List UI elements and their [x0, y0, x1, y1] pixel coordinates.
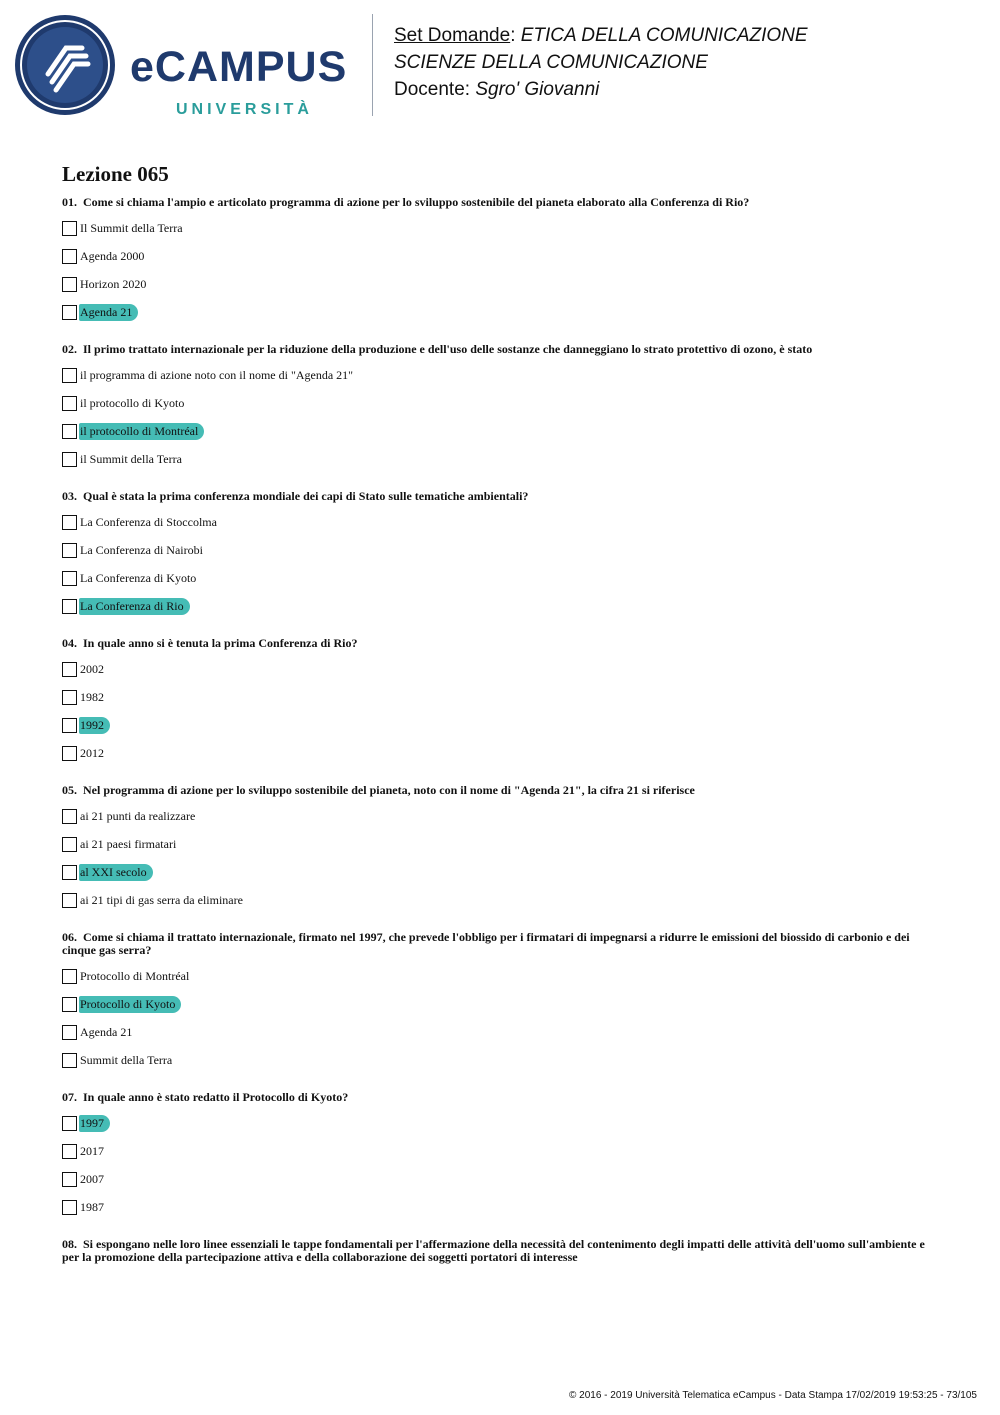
question-number: 02.: [62, 342, 77, 356]
document-meta: [394, 22, 808, 103]
answer-option[interactable]: [62, 660, 942, 678]
checkbox[interactable]: [62, 452, 77, 467]
answer-option[interactable]: [62, 716, 942, 734]
question-number: 04.: [62, 636, 77, 650]
answer-option[interactable]: [62, 513, 942, 531]
question-label: Nel programma di azione per lo sviluppo sostenibile del pianeta, noto con il nome di "Agenda 21", la cifra 21 si riferisce: [83, 783, 695, 797]
question-label: Come si chiama l'ampio e articolato programma di azione per lo sviluppo sostenibile del pianeta elaborato alla Conferenza di Rio?: [83, 195, 750, 209]
answer-option[interactable]: [62, 303, 942, 321]
correct-answer-label: il protocollo di Montréal: [79, 423, 204, 440]
question-item: [62, 1091, 942, 1216]
checkbox[interactable]: [62, 1053, 77, 1068]
checkbox[interactable]: [62, 277, 77, 292]
answer-label: Agenda 21: [80, 1024, 133, 1039]
correct-answer-label: La Conferenza di Rio: [79, 598, 190, 615]
correct-answer-label: 1992: [79, 717, 110, 734]
answer-option[interactable]: [62, 541, 942, 559]
checkbox[interactable]: [62, 543, 77, 558]
answer-label: 1987: [80, 1199, 104, 1214]
lesson-title: Lezione 065: [62, 162, 169, 186]
brand-name: eCAMPUS: [130, 43, 348, 91]
answer-option[interactable]: [62, 219, 942, 237]
answer-label: La Conferenza di Stoccolma: [80, 514, 217, 529]
checkbox[interactable]: [62, 249, 77, 264]
checkbox[interactable]: [62, 571, 77, 586]
question-item: [62, 196, 942, 321]
answer-option[interactable]: [62, 744, 942, 762]
set-line: [394, 22, 808, 49]
answer-option[interactable]: [62, 995, 942, 1013]
checkbox[interactable]: [62, 599, 77, 614]
correct-answer-label: Agenda 21: [79, 304, 138, 321]
checkbox[interactable]: [62, 368, 77, 383]
header-divider: [372, 14, 373, 116]
teacher-label: Docente:: [394, 79, 476, 100]
course-line: [394, 49, 808, 76]
question-item: [62, 637, 942, 762]
checkbox[interactable]: [62, 718, 77, 733]
checkbox[interactable]: [62, 746, 77, 761]
question-text: [62, 637, 942, 650]
answer-option[interactable]: [62, 1198, 942, 1216]
question-number: 08.: [62, 1237, 77, 1251]
answer-option[interactable]: [62, 835, 942, 853]
answer-option[interactable]: [62, 366, 942, 384]
question-text: [62, 196, 942, 209]
answer-option[interactable]: [62, 1142, 942, 1160]
question-text: [62, 1091, 942, 1104]
question-number: 07.: [62, 1090, 77, 1104]
subject-name: ETICA DELLA COMUNICAZIONE: [520, 25, 808, 46]
answer-label: 2017: [80, 1143, 104, 1158]
answer-option[interactable]: [62, 688, 942, 706]
answer-label: Agenda 2000: [80, 248, 145, 263]
correct-answer-label: Protocollo di Kyoto: [79, 996, 181, 1013]
answer-label: Protocollo di Montréal: [80, 968, 190, 983]
question-item: [62, 784, 942, 909]
correct-answer-label: al XXI secolo: [79, 864, 153, 881]
question-label: Si espongano nelle loro linee essenziali le tappe fondamentali per l'affermazione della necessità del contenimento degli impatti delle attività dell'uomo sull'ambiente e per la promozione della partecipazione attiva e della collaborazione dei soggetti portatori di interesse: [62, 1237, 925, 1264]
checkbox[interactable]: [62, 837, 77, 852]
answer-option[interactable]: [62, 422, 942, 440]
checkbox[interactable]: [62, 865, 77, 880]
checkbox[interactable]: [62, 969, 77, 984]
answer-option[interactable]: [62, 569, 942, 587]
correct-answer-label: 1997: [79, 1115, 110, 1132]
answer-option[interactable]: [62, 807, 942, 825]
question-number: 06.: [62, 930, 77, 944]
checkbox[interactable]: [62, 1172, 77, 1187]
set-separator: :: [510, 25, 521, 46]
answer-label: Il Summit della Terra: [80, 220, 183, 235]
question-label: Come si chiama il trattato internazionale, firmato nel 1997, che prevede l'obbligo per i firmatari di impegnarsi a ridurre le emissioni del biossido di carbonio e dei cinque gas serra?: [62, 930, 910, 957]
question-list: [62, 196, 942, 1264]
checkbox[interactable]: [62, 1025, 77, 1040]
question-label: Il primo trattato internazionale per la riduzione della produzione e dell'uso delle sostanze che danneggiano lo strato protettivo di ozono, è stato: [83, 342, 813, 356]
checkbox[interactable]: [62, 997, 77, 1012]
checkbox[interactable]: [62, 221, 77, 236]
answer-label: 2007: [80, 1171, 104, 1186]
answer-label: La Conferenza di Kyoto: [80, 570, 197, 585]
answer-option[interactable]: [62, 1170, 942, 1188]
answer-option[interactable]: [62, 450, 942, 468]
answer-option[interactable]: [62, 891, 942, 909]
answer-label: La Conferenza di Nairobi: [80, 542, 203, 557]
question-text: [62, 343, 942, 356]
answer-label: Summit della Terra: [80, 1052, 173, 1067]
question-label: In quale anno è stato redatto il Protocollo di Kyoto?: [83, 1090, 349, 1104]
answer-option[interactable]: [62, 597, 942, 615]
course-name: SCIENZE DELLA COMUNICAZIONE: [394, 52, 708, 73]
teacher-line: [394, 76, 808, 103]
question-text: [62, 490, 942, 503]
answer-label: Horizon 2020: [80, 276, 147, 291]
question-text: [62, 784, 942, 797]
answer-option[interactable]: [62, 863, 942, 881]
question-text: [62, 1238, 942, 1264]
answer-option[interactable]: [62, 247, 942, 265]
checkbox[interactable]: [62, 893, 77, 908]
checkbox[interactable]: [62, 305, 77, 320]
checkbox[interactable]: [62, 515, 77, 530]
answer-option[interactable]: [62, 1023, 942, 1041]
checkbox[interactable]: [62, 424, 77, 439]
answer-label: il Summit della Terra: [80, 451, 182, 466]
answer-option[interactable]: [62, 394, 942, 412]
checkbox[interactable]: [62, 1144, 77, 1159]
checkbox[interactable]: [62, 1200, 77, 1215]
question-text: [62, 931, 942, 957]
answer-label: ai 21 punti da realizzare: [80, 808, 196, 823]
checkbox[interactable]: [62, 662, 77, 677]
answer-label: il protocollo di Kyoto: [80, 395, 185, 410]
checkbox[interactable]: [62, 396, 77, 411]
answer-label: 2002: [80, 661, 104, 676]
teacher-name: Sgro' Giovanni: [475, 79, 600, 100]
brand-subtitle: UNIVERSITÀ: [176, 101, 313, 118]
answer-label: ai 21 paesi firmatari: [80, 836, 177, 851]
answer-label: 1982: [80, 689, 104, 704]
answer-option[interactable]: [62, 1114, 942, 1132]
ecampus-emblem-icon: [14, 14, 116, 116]
question-item: [62, 490, 942, 615]
question-number: 01.: [62, 195, 77, 209]
checkbox[interactable]: [62, 1116, 77, 1131]
answer-option[interactable]: [62, 967, 942, 985]
question-set: [62, 160, 942, 1286]
question-number: 05.: [62, 783, 77, 797]
question-item: [62, 1238, 942, 1264]
question-label: In quale anno si è tenuta la prima Conferenza di Rio?: [83, 636, 358, 650]
set-label: Set Domande: [394, 25, 511, 46]
page-header: [0, 0, 1000, 130]
checkbox[interactable]: [62, 690, 77, 705]
checkbox[interactable]: [62, 809, 77, 824]
question-number: 03.: [62, 489, 77, 503]
answer-label: il programma di azione noto con il nome di "Agenda 21": [80, 367, 354, 382]
question-item: [62, 343, 942, 468]
ecampus-logo: [14, 14, 359, 116]
question-item: [62, 931, 942, 1069]
page-footer: © 2016 - 2019 Università Telematica eCampus - Data Stampa 17/02/2019 19:53:25 - 73/105: [569, 1390, 977, 1401]
answer-label: ai 21 tipi di gas serra da eliminare: [80, 892, 243, 907]
answer-option[interactable]: [62, 1051, 942, 1069]
answer-label: 2012: [80, 745, 104, 760]
answer-option[interactable]: [62, 275, 942, 293]
question-label: Qual è stata la prima conferenza mondiale dei capi di Stato sulle tematiche ambientali?: [83, 489, 529, 503]
